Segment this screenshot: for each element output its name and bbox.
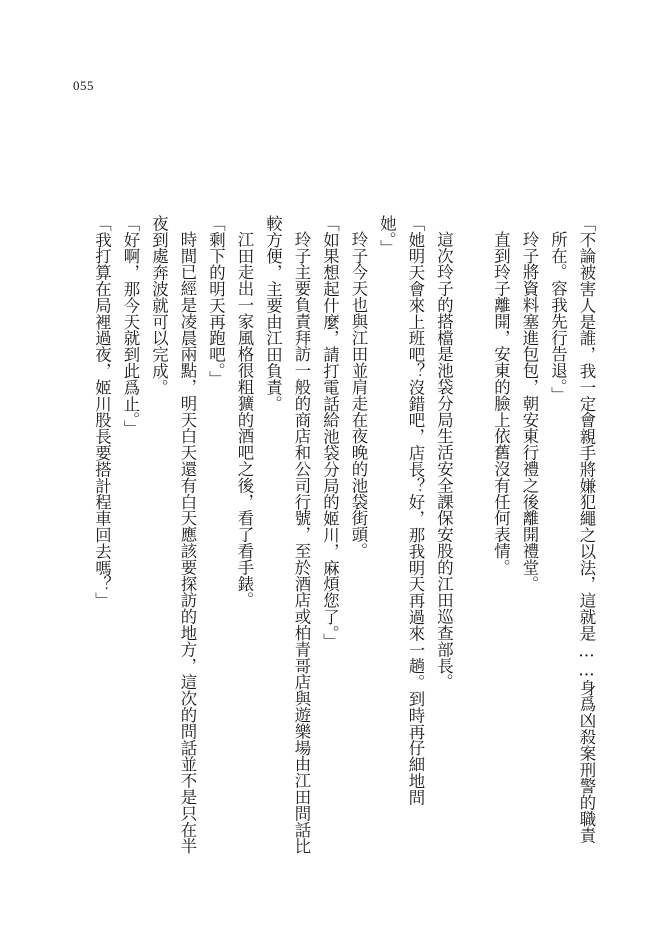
text-line: 江田走出一家風格很粗獷的酒吧之後，看了看手錶。 (235, 231, 254, 609)
page-number: 055 (73, 78, 94, 93)
text-line: 她。」 (377, 215, 397, 256)
blank-line (458, 215, 487, 905)
text-line: 「如果想起什麼，請打電話給池袋分局的姬川，麻煩您了。」 (320, 215, 340, 650)
text-line: 「不論被害人是誰，我一定會親手將嫌犯繩之以法，這就是……身爲凶殺案刑警的職責 (577, 215, 596, 844)
text-line: 玲子今天也與江田並肩走在夜晚的池袋街頭。 (349, 231, 368, 560)
text-line: 玲子將資料塞進包包，朝安東行禮之後離開禮堂。 (520, 231, 539, 593)
text-line: 所在。容我先行告退。」 (548, 231, 568, 404)
text-line: 「她明天會來上班吧？沒錯吧，店長？好，那我明天再過來一趟。到時再仔細地問 (406, 215, 425, 806)
vertical-text-body (60, 215, 600, 905)
text-line: 「我打算在局裡過夜，姬川股長要搭計程車回去嗎？」 (92, 215, 112, 609)
text-line: 夜到處奔波就可以完成。 (149, 215, 169, 396)
text-line: 「好啊，那今天就到此爲止。」 (121, 215, 140, 437)
text-line: 玲子主要負責拜訪一般的商店和公司行號，至於酒店或柏青哥店與遊樂場由江田問話比 (292, 231, 311, 855)
text-line: 這次玲子的搭檔是池袋分局生活安全課保安股的江田巡查部長。 (434, 231, 454, 691)
text-line: 直到玲子離開，安東的臉上依舊沒有任何表情。 (491, 231, 511, 576)
text-line: 「剩下的明天再跑吧。」 (206, 215, 226, 388)
text-line: 較方便，主要由江田負責。 (263, 215, 283, 412)
text-line: 時間已經是凌晨兩點，明天白天還有白天應該要探訪的地方，這次的問話並不是只在半 (178, 231, 197, 855)
